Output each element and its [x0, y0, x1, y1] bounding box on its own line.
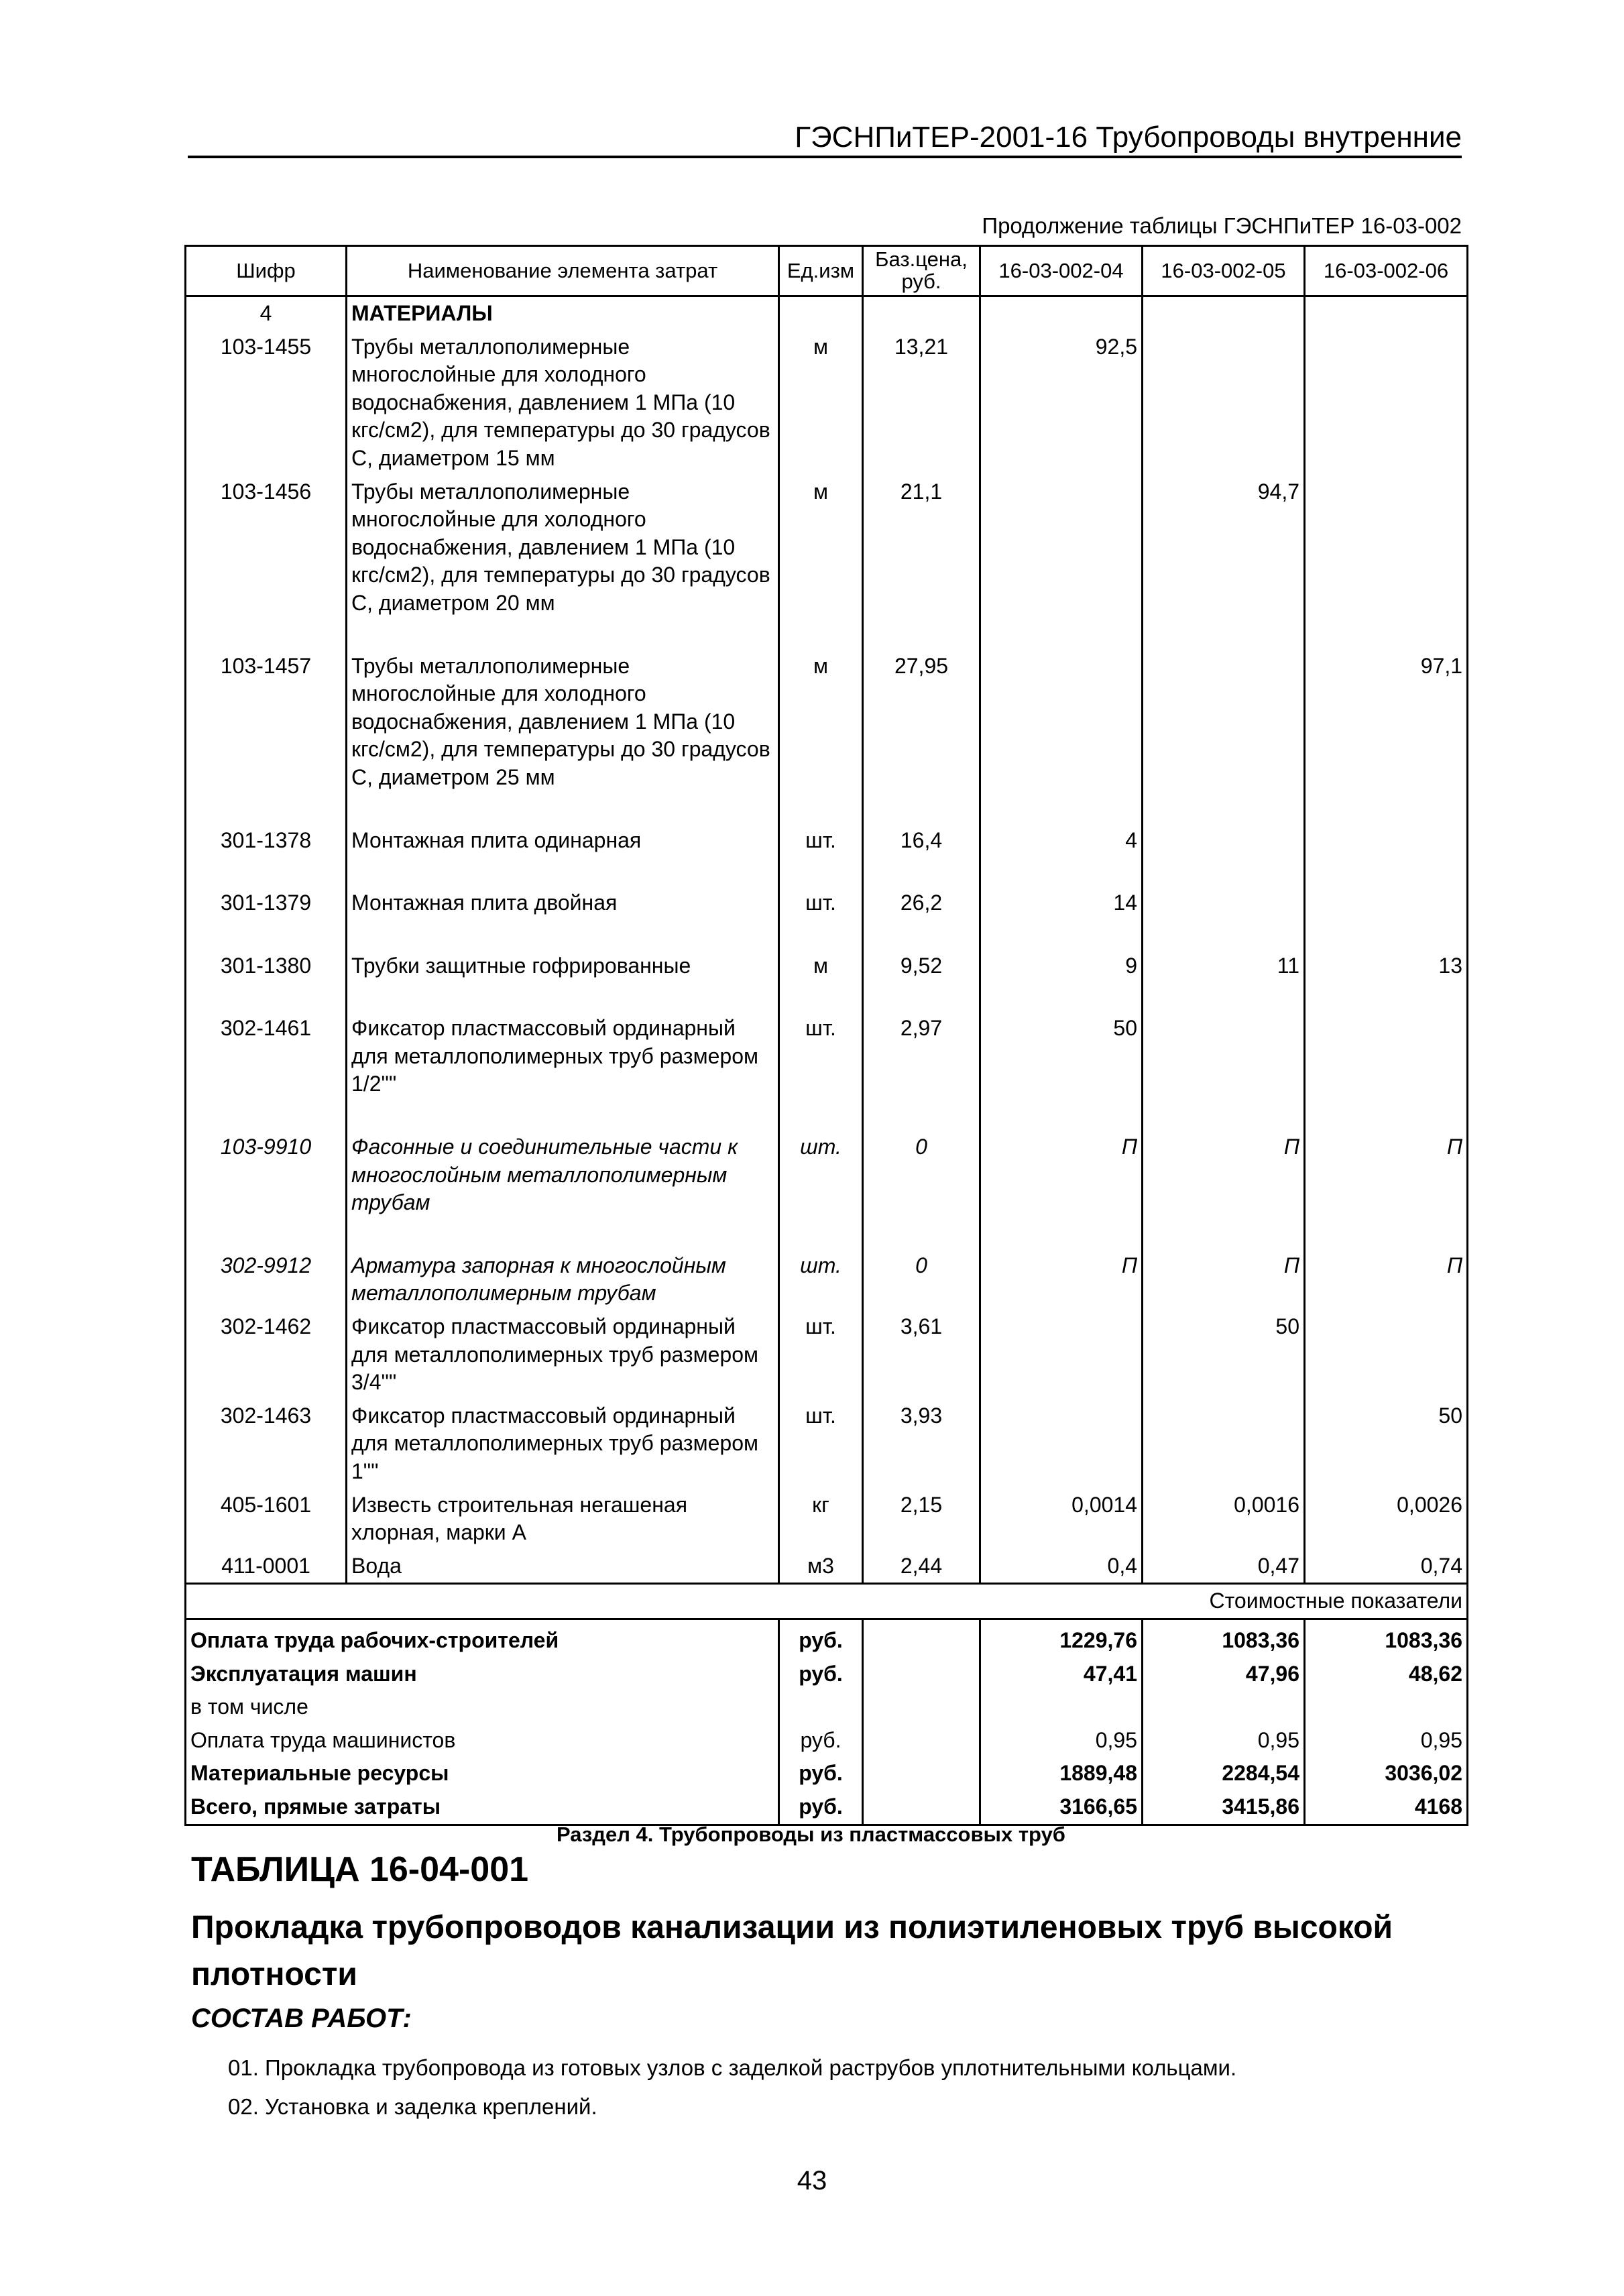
cost-unit: руб.	[779, 1658, 863, 1691]
row-value-2: П	[1143, 1249, 1305, 1310]
row-unit: м	[779, 950, 863, 983]
row-unit: м	[779, 331, 863, 475]
row-value-1: 0,0014	[980, 1489, 1143, 1550]
cost-value-3: 0,95	[1305, 1724, 1468, 1758]
cost-label: Эксплуатация машин	[186, 1658, 779, 1691]
cost-value-2: 2284,54	[1143, 1757, 1305, 1790]
row-name: Фиксатор пластмассовый ординарный для металлополимерных труб размером 3/4""	[347, 1310, 779, 1399]
row-value-3: 0,0026	[1305, 1489, 1468, 1550]
row-unit: шт.	[779, 1310, 863, 1399]
cost-unit: руб.	[779, 1724, 863, 1758]
table-row	[186, 650, 1468, 795]
materials-body	[186, 296, 1468, 1584]
row-value-1: 4	[980, 824, 1143, 858]
row-unit: шт.	[779, 1131, 863, 1220]
row-unit: шт.	[779, 1249, 863, 1310]
list-item: 01. Прокладка трубопровода из готовых узлов с заделкой раструбов уплотнительными кольцами.	[228, 2055, 1237, 2080]
row-price: 3,93	[863, 1399, 980, 1489]
cost-row	[186, 1658, 1468, 1691]
row-name: Фиксатор пластмассовый ординарный для металлополимерных труб размером 1/2""	[347, 1012, 779, 1101]
row-code: 103-1455	[186, 331, 347, 475]
row-price: 2,44	[863, 1550, 980, 1584]
table-header-row	[186, 246, 1468, 296]
col-16-03-002-04-header: 16-03-002-04	[980, 246, 1143, 296]
col-16-03-002-05-header: 16-03-002-05	[1143, 246, 1305, 296]
row-price: 13,21	[863, 331, 980, 475]
row-code: 302-1463	[186, 1399, 347, 1489]
row-value-1: 14	[980, 886, 1143, 920]
row-value-2	[1143, 824, 1305, 858]
table-row	[186, 1131, 1468, 1220]
cost-label: Оплата труда рабочих-строителей	[186, 1619, 779, 1657]
running-header: ГЭСНПиТЕР-2001-16 Трубопроводы внутренние	[188, 121, 1462, 158]
row-price: 2,15	[863, 1489, 980, 1550]
cost-row	[186, 1619, 1468, 1657]
row-price: 3,61	[863, 1310, 980, 1399]
work-composition-label: СОСТАВ РАБОТ:	[191, 2004, 412, 2033]
section-code: 4	[186, 296, 347, 331]
row-value-2: 0,47	[1143, 1550, 1305, 1584]
section-title: Раздел 4. Трубопроводы из пластмассовых труб	[557, 1823, 1065, 1846]
table-row	[186, 1550, 1468, 1584]
row-unit: шт.	[779, 824, 863, 858]
row-code: 301-1380	[186, 950, 347, 983]
cost-header: Стоимостные показатели	[186, 1584, 1468, 1619]
row-unit: м	[779, 650, 863, 795]
row-code: 405-1601	[186, 1489, 347, 1550]
row-value-3	[1305, 886, 1468, 920]
row-value-2: 50	[1143, 1310, 1305, 1399]
row-price: 27,95	[863, 650, 980, 795]
row-name: Трубы металлополимерные многослойные для холодного водоснабжения, давлением 1 МПа (10 кгс/см2), для температуры до 30 градусов С, диаметром 25 мм	[347, 650, 779, 795]
row-value-3	[1305, 475, 1468, 620]
cost-unit: руб.	[779, 1757, 863, 1790]
row-value-3: 50	[1305, 1399, 1468, 1489]
cost-value-2	[1143, 1690, 1305, 1724]
row-price: 21,1	[863, 475, 980, 620]
row-name: Монтажная плита двойная	[347, 886, 779, 920]
cost-label: Материальные ресурсы	[186, 1757, 779, 1790]
row-value-1: П	[980, 1249, 1143, 1310]
col-price-header: Баз.цена, руб.	[863, 246, 980, 296]
row-value-1: 92,5	[980, 331, 1143, 475]
row-value-1: 50	[980, 1012, 1143, 1101]
row-unit: шт.	[779, 1012, 863, 1101]
row-value-1	[980, 1310, 1143, 1399]
cost-label: Оплата труда машинистов	[186, 1724, 779, 1758]
row-value-2: 94,7	[1143, 475, 1305, 620]
row-value-1: 9	[980, 950, 1143, 983]
work-list	[228, 2049, 1236, 2126]
table-row	[186, 950, 1468, 983]
cost-row	[186, 1790, 1468, 1825]
row-value-3: 13	[1305, 950, 1468, 983]
row-price: 16,4	[863, 824, 980, 858]
row-name: Известь строительная негашеная хлорная, марки А	[347, 1489, 779, 1550]
cost-value-1: 1889,48	[980, 1757, 1143, 1790]
table-row	[186, 475, 1468, 620]
cost-row	[186, 1690, 1468, 1724]
cost-value-1: 1229,76	[980, 1619, 1143, 1657]
row-value-2	[1143, 1399, 1305, 1489]
list-item: 02. Установка и заделка креплений.	[228, 2093, 597, 2119]
row-unit: м	[779, 475, 863, 620]
row-price: 2,97	[863, 1012, 980, 1101]
section-label: МАТЕРИАЛЫ	[347, 296, 779, 331]
cost-value-1: 3166,65	[980, 1790, 1143, 1825]
row-code: 103-1457	[186, 650, 347, 795]
cost-row	[186, 1724, 1468, 1758]
cost-value-1: 0,95	[980, 1724, 1143, 1758]
cost-value-3	[1305, 1690, 1468, 1724]
cost-indicators-body	[186, 1584, 1468, 1825]
row-code: 302-1461	[186, 1012, 347, 1101]
page-number: 43	[797, 2166, 827, 2195]
col-name-header: Наименование элемента затрат	[347, 246, 779, 296]
cost-value-3: 3036,02	[1305, 1757, 1468, 1790]
row-unit: м3	[779, 1550, 863, 1584]
col-code-header: Шифр	[186, 246, 347, 296]
row-price: 0	[863, 1131, 980, 1220]
row-value-1: П	[980, 1131, 1143, 1220]
table-row	[186, 1310, 1468, 1399]
row-unit: шт.	[779, 1399, 863, 1489]
table-id: ТАБЛИЦА 16-04-001	[191, 1850, 529, 1889]
row-value-3: П	[1305, 1249, 1468, 1310]
col-unit-header: Ед.изм	[779, 246, 863, 296]
cost-value-2: 3415,86	[1143, 1790, 1305, 1825]
cost-value-2: 47,96	[1143, 1658, 1305, 1691]
resource-table	[184, 245, 1468, 1826]
cost-value-2: 1083,36	[1143, 1619, 1305, 1657]
row-value-3	[1305, 1012, 1468, 1101]
row-value-2: 0,0016	[1143, 1489, 1305, 1550]
row-value-2	[1143, 331, 1305, 475]
row-price: 0	[863, 1249, 980, 1310]
cost-header-row	[186, 1584, 1468, 1619]
table-row	[186, 824, 1468, 858]
row-value-2: П	[1143, 1131, 1305, 1220]
row-name: Фасонные и соединительные части к многослойным металлополимерным трубам	[347, 1131, 779, 1220]
row-value-1	[980, 650, 1143, 795]
row-value-3	[1305, 1310, 1468, 1399]
row-code: 302-1462	[186, 1310, 347, 1399]
row-value-3	[1305, 824, 1468, 858]
table-row	[186, 1489, 1468, 1550]
row-value-3: 97,1	[1305, 650, 1468, 795]
table-continuation-caption: Продолжение таблицы ГЭСНПиТЕР 16-03-002	[982, 213, 1462, 238]
row-value-1: 0,4	[980, 1550, 1143, 1584]
cost-label: в том числе	[186, 1690, 779, 1724]
table-row	[186, 886, 1468, 920]
row-code: 301-1379	[186, 886, 347, 920]
row-value-2	[1143, 650, 1305, 795]
row-price: 26,2	[863, 886, 980, 920]
table-row	[186, 1012, 1468, 1101]
row-value-1	[980, 475, 1143, 620]
table-row	[186, 331, 1468, 475]
row-value-1	[980, 1399, 1143, 1489]
cost-unit: руб.	[779, 1790, 863, 1825]
row-code: 103-9910	[186, 1131, 347, 1220]
row-name: Трубы металлополимерные многослойные для холодного водоснабжения, давлением 1 МПа (10 кгс/см2), для температуры до 30 градусов С, диаметром 15 мм	[347, 331, 779, 475]
row-name: Арматура запорная к многослойным металлополимерным трубам	[347, 1249, 779, 1310]
table-title: Прокладка трубопроводов канализации из полиэтиленовых труб высокой плотности	[191, 1910, 1393, 1992]
cost-value-2: 0,95	[1143, 1724, 1305, 1758]
row-value-2	[1143, 1012, 1305, 1101]
row-name: Вода	[347, 1550, 779, 1584]
row-value-2: 11	[1143, 950, 1305, 983]
cost-value-3: 4168	[1305, 1790, 1468, 1825]
col-16-03-002-06-header: 16-03-002-06	[1305, 246, 1468, 296]
cost-unit	[779, 1690, 863, 1724]
cost-label: Всего, прямые затраты	[186, 1790, 779, 1825]
row-code: 301-1378	[186, 824, 347, 858]
row-price: 9,52	[863, 950, 980, 983]
cost-value-3: 48,62	[1305, 1658, 1468, 1691]
row-name: Трубки защитные гофрированные	[347, 950, 779, 983]
row-code: 103-1456	[186, 475, 347, 620]
cost-unit: руб.	[779, 1619, 863, 1657]
cost-row	[186, 1757, 1468, 1790]
row-value-3: 0,74	[1305, 1550, 1468, 1584]
row-code: 302-9912	[186, 1249, 347, 1310]
row-name: Трубы металлополимерные многослойные для холодного водоснабжения, давлением 1 МПа (10 кгс/см2), для температуры до 30 градусов С, диаметром 20 мм	[347, 475, 779, 620]
row-value-3: П	[1305, 1131, 1468, 1220]
table-row	[186, 1249, 1468, 1310]
row-unit: шт.	[779, 886, 863, 920]
cost-value-1	[980, 1690, 1143, 1724]
row-value-3	[1305, 331, 1468, 475]
cost-value-3: 1083,36	[1305, 1619, 1468, 1657]
row-code: 411-0001	[186, 1550, 347, 1584]
row-name: Монтажная плита одинарная	[347, 824, 779, 858]
cost-value-1: 47,41	[980, 1658, 1143, 1691]
section-row-materials	[186, 296, 1468, 331]
row-value-2	[1143, 886, 1305, 920]
row-unit: кг	[779, 1489, 863, 1550]
row-name: Фиксатор пластмассовый ординарный для металлополимерных труб размером 1""	[347, 1399, 779, 1489]
table-row	[186, 1399, 1468, 1489]
